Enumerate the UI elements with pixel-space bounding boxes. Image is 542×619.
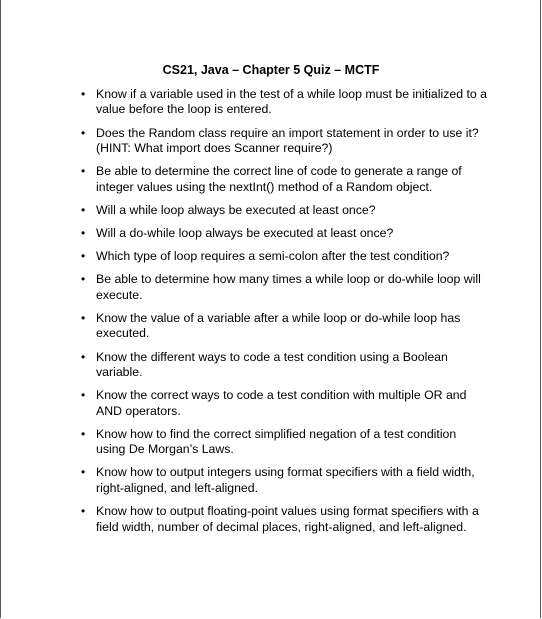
list-item [81,249,488,264]
bullet-icon: • [81,504,86,519]
list-item [81,388,488,419]
list-item-text: Be able to determine how many times a while loop or do-while loop will execute. [96,272,481,302]
bullet-icon: • [81,125,86,140]
bullet-icon: • [81,249,86,264]
bullet-icon: • [81,202,86,217]
list-item-text: Will a do-while loop always be executed at least once? [96,226,394,241]
list-item [81,202,488,218]
document-title: CS21, Java – Chapter 5 Quiz – MCTF [162,63,380,77]
bullet-icon: • [81,349,86,364]
list-item-text: Know the correct ways to code a test condition with multiple OR and AND operators. [96,388,467,418]
list-item [81,504,488,535]
bullet-icon: • [81,465,86,480]
list-item-text: Be able to determine the correct line of code to generate a range of integer values using the nextInt() method of a Random object. [96,164,462,194]
bullet-icon: • [81,272,86,287]
list-item [81,226,488,241]
bullet-icon: • [81,388,86,403]
list-item [81,164,488,195]
list-item-text: Know how to find the correct simplified negation of a test condition using De Morgan’s Laws. [96,426,457,457]
list-item-text: Know how to output floating-point values using format specifiers with a field width, number of decimal places, right-aligned, and left-aligned. [96,504,479,534]
list-item [81,465,488,496]
bullet-icon: • [81,164,86,179]
bullet-icon: • [81,311,86,326]
list-item-text: Which type of loop requires a semi-colon after the test condition? [96,249,450,264]
bullet-icon: • [81,226,86,241]
bullet-icon: • [81,87,86,101]
list-item-text: Know the value of a variable after a while loop or do-while loop has executed. [96,311,461,341]
bullet-icon: • [81,426,86,441]
list-item [81,87,488,118]
list-item [81,426,488,458]
quiz-topics-list [81,87,488,543]
list-item [81,272,488,303]
list-item [81,349,488,381]
list-item [81,311,488,342]
list-item-text: Will a while loop always be executed at least once? [96,202,376,217]
list-item-text: Does the Random class require an import statement in order to use it? (HINT: What import does Scanner require?) [96,125,479,156]
list-item-text: Know how to output integers using format specifiers with a field width, right-aligned, and left-aligned. [96,465,475,495]
list-item [81,125,488,157]
list-item-text: Know if a variable used in the test of a while loop must be initialized to a value before the loop is entered. [96,87,487,117]
list-item-text: Know the different ways to code a test condition using a Boolean variable. [96,349,448,380]
